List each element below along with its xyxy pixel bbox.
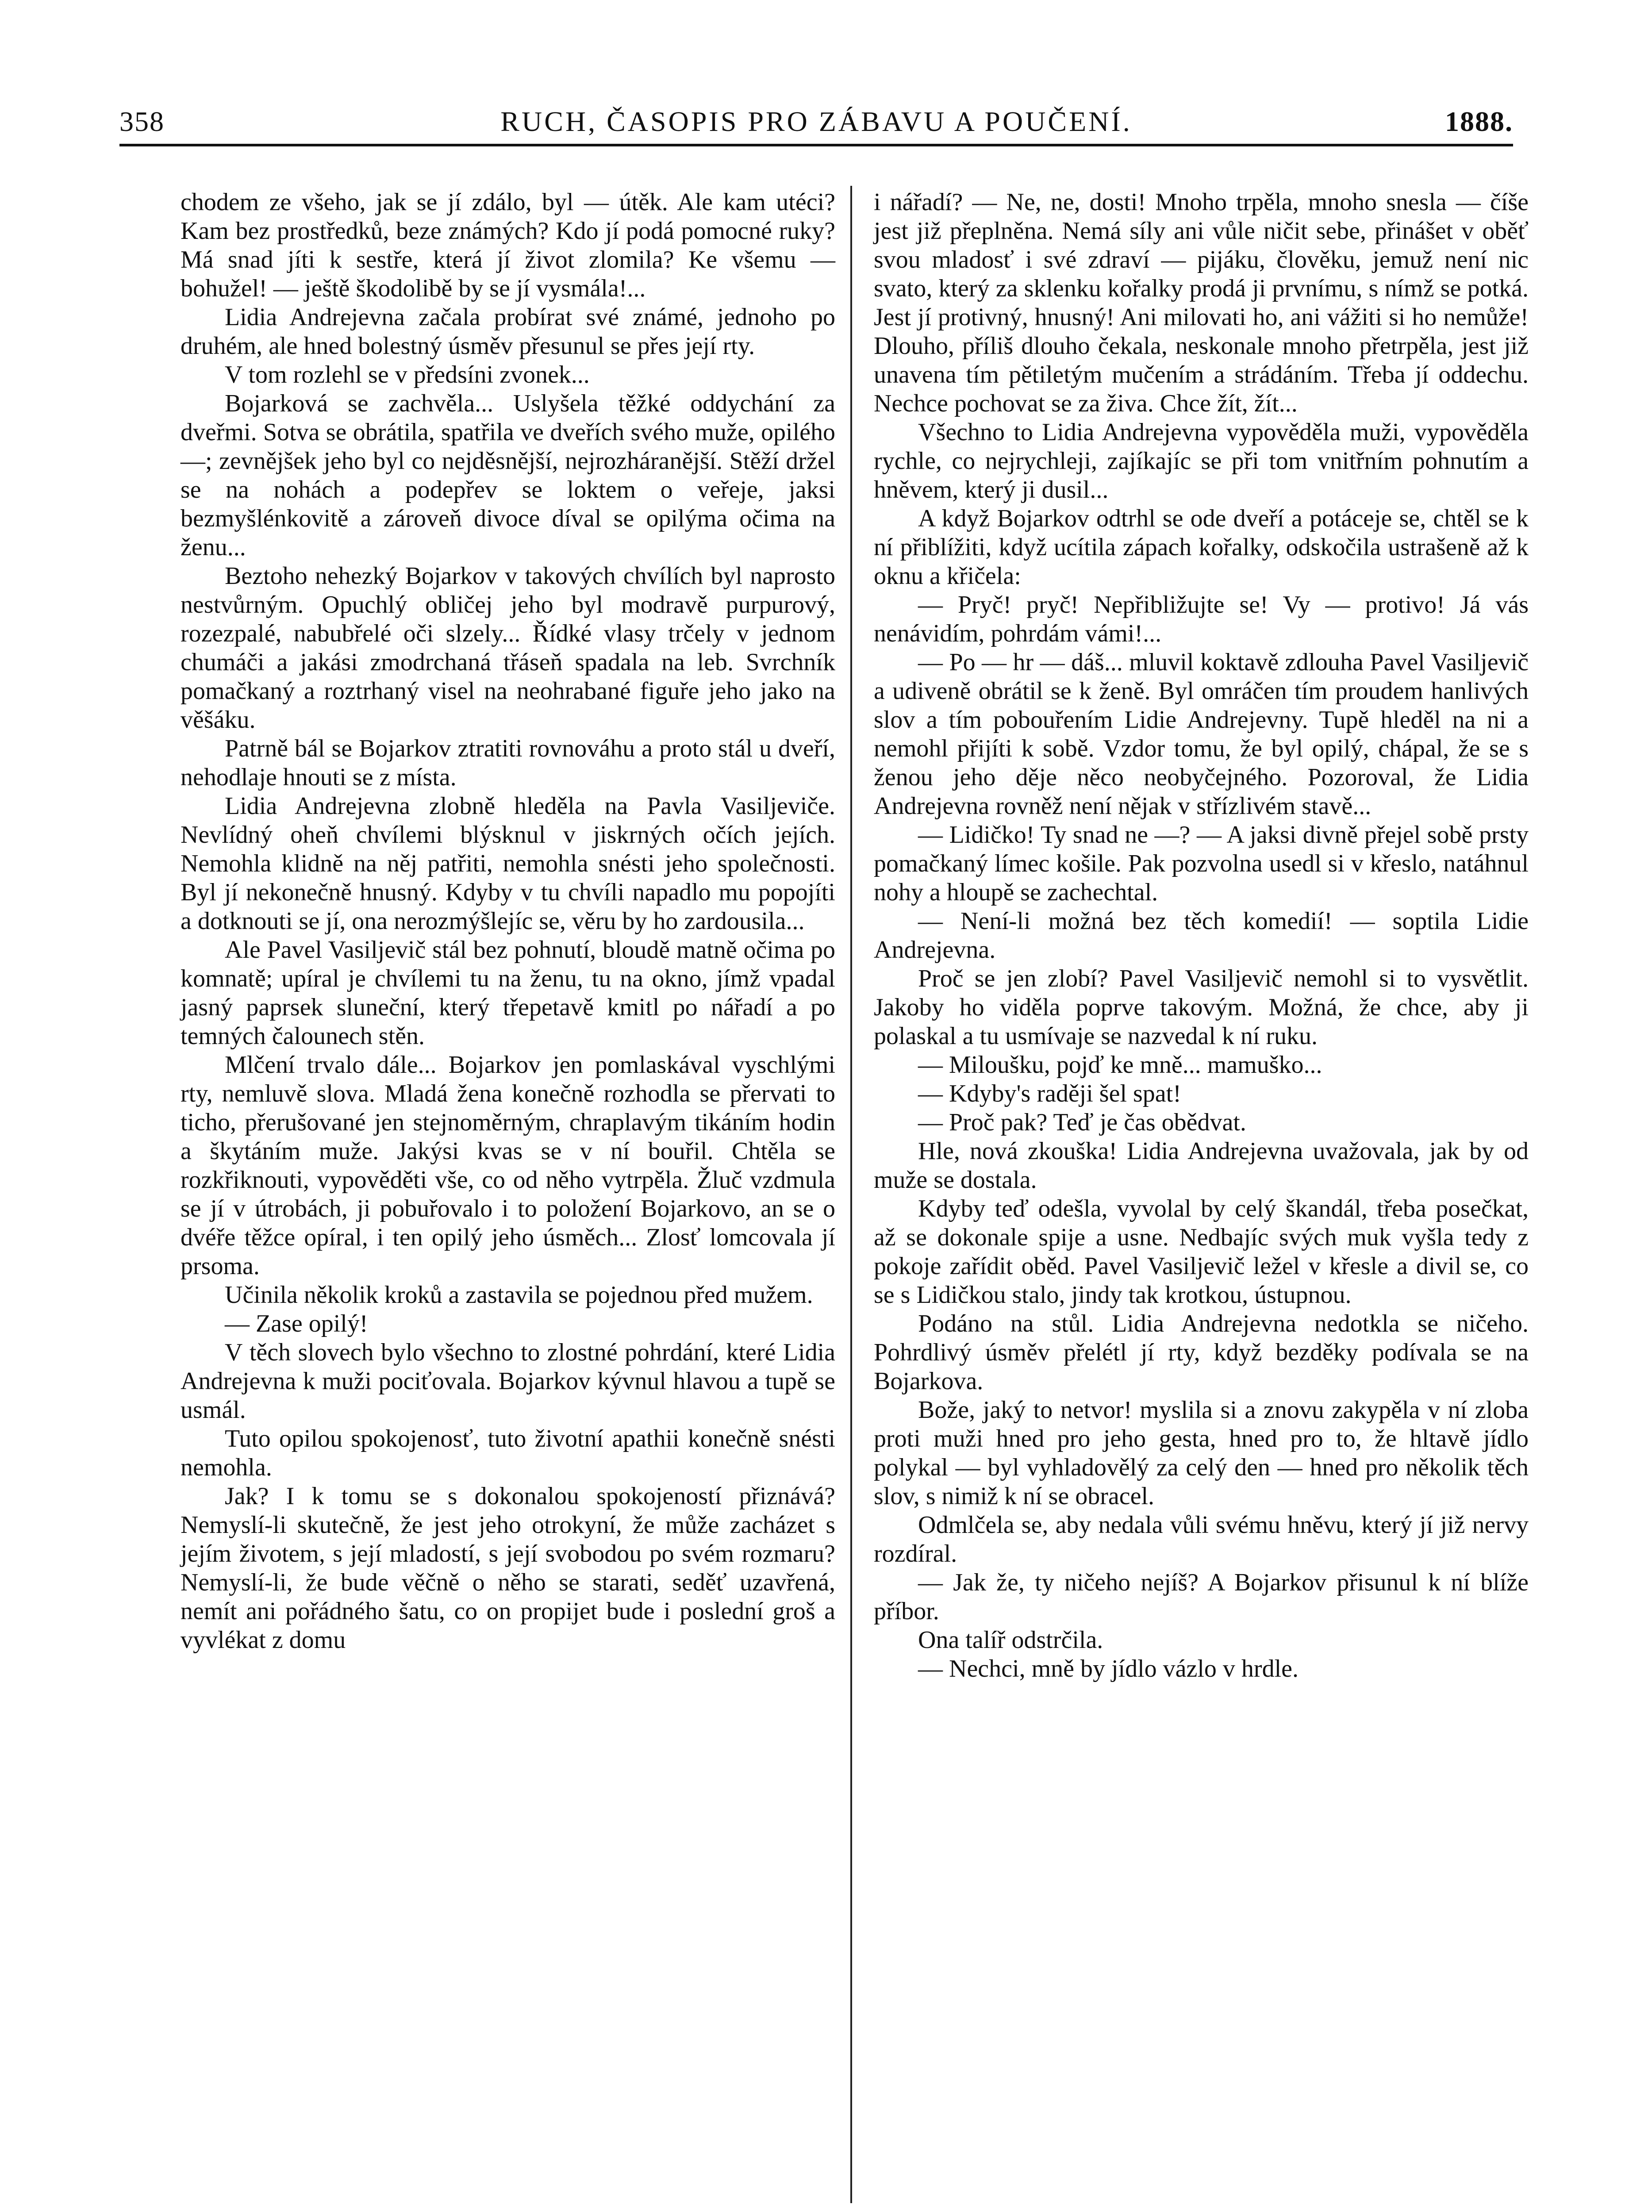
paragraph: chodem ze všeho, jak se jí zdálo, byl — útěk. Ale kam utéci? Kam bez prostředků, beze známých? Kdo jí podá pomocné ruky? Má snad jíti k sestře, která jí život zlomila? Ke všemu — bohužel! — ještě škodolibě by se jí vysmála!... [181, 188, 835, 302]
paragraph: i nářadí? — Ne, ne, dosti! Mnoho trpěla, mnoho snesla — číše jest již přeplněna. Nemá síly ani vůle ničit sebe, přinášet v oběť svou mladosť i své zdraví — pijáku, člověku, jemuž není nic svato, který za sklenku kořalky prodá ji prvnímu, s nímž se potká. Jest jí protivný, hnusný! Ani milovati ho, ani vážiti si ho nemůže! Dlouho, příliš dlouho čekala, neskonale mnoho přetrpěla, jest již unavena tím pětiletým mučením a strádáním. Třeba jí oddechu. Nechce pochovat se za živa. Chce žít, žít... [874, 188, 1529, 417]
paragraph: Ale Pavel Vasiljevič stál bez pohnutí, bloudě matně očima po komnatě; upíral je chvílemi tu na ženu, tu na okno, jímž vpadal jasný paprsek sluneční, který třepetavě kmitl po nářadí a po temných čalounech stěn. [181, 936, 835, 1050]
paragraph: — Zase opilý! [225, 1310, 368, 1337]
paragraph: A když Bojarkov odtrhl se ode dveří a potáceje se, chtěl se k ní přiblížiti, když ucítila zápach kořalky, odskočila ustrašeně až k oknu a křičela: [874, 505, 1529, 590]
paragraph: Jak? I k tomu se s dokonalou spokojeností přiznává? Nemyslí-li skutečně, že jest jeho otrokyní, že může zacházet s jejím životem, s její mladostí, s její svobodou po svém rozmaru? Nemyslí-li, že bude věčně o něho se starati, seděť uzavřená, nemít ani pořádného šatu, co on propijet bude i poslední groš a vyvlékat z domu [181, 1482, 835, 1654]
paragraph: Všechno to Lidia Andrejevna vypověděla muži, vypověděla rychle, co nejrychleji, zajíkajíc se při tom vnitřním pohnutím a hněvem, který ji dusil... [874, 419, 1529, 503]
paragraph: V tom rozlehl se v předsíni zvonek... [225, 361, 590, 388]
paragraph: — Miloušku, pojď ke mně... mamuško... [918, 1051, 1322, 1079]
page-number: 358 [119, 106, 165, 137]
paragraph: Patrně bál se Bojarkov ztratiti rovnováhu a proto stál u dveří, nehodlaje hnouti se z místa. [181, 735, 835, 791]
left-column [181, 188, 835, 1655]
paragraph: Bože, jaký to netvor! myslila si a znovu zakypěla v ní zloba proti muži hned pro jeho gesta, hned pro to, že hltavě jídlo polykal — byl vyhladovělý za celý den — hned pro několik těch slov, s nimiž k ní se obracel. [874, 1396, 1529, 1510]
paragraph: Kdyby teď odešla, vyvolal by celý škandál, třeba posečkat, až se dokonale spije a usne. Nedbajíc svých muk vyšla tedy z pokoje zařídit oběd. Pavel Vasiljevič ležel v křesle a divil se, co se s Lidičkou stalo, jindy tak krotkou, ústupnou. [874, 1195, 1529, 1309]
paragraph: — Po — hr — dáš... mluvil koktavě zdlouha Pavel Vasiljevič a udiveně obrátil se k ženě. Byl omráčen tím proudem hanlivých slov a tím pobouřením Lidie Andrejevny. Tupě hleděl na ni a nemohl přijíti k sobě. Vzdor tomu, že byl opilý, chápal, že se s ženou jeho děje něco neobyčejného. Pozoroval, že Lidia Andrejevna rovněž není nějak v střízlivém stavě... [874, 649, 1529, 820]
paragraph: Učinila několik kroků a zastavila se pojednou před mužem. [225, 1281, 813, 1309]
running-title: RUCH, ČASOPIS PRO ZÁBAVU A POUČENÍ. [500, 106, 1132, 137]
paragraph: V těch slovech bylo všechno to zlostné pohrdání, které Lidia Andrejevna k muži pociťovala. Bojarkov kývnul hlavou a tupě se usmál. [181, 1339, 835, 1424]
paragraph: Beztoho nehezký Bojarkov v takových chvílích byl naprosto nestvůrným. Opuchlý obličej jeho byl modravě purpurový, rozezpalé, nabubřelé oči slzely... Řídké vlasy trčely v jednom chumáči a jakási zmodrchaná třáseň spadala na leb. Svrchník pomačkaný a roztrhaný visel na neohrabané figuře jeho jako na věšáku. [181, 562, 835, 733]
paragraph: — Proč pak? Teď je čas obědvat. [918, 1109, 1246, 1136]
column-divider [850, 186, 852, 2203]
header-rule [119, 144, 1513, 146]
paragraph: Hle, nová zkouška! Lidia Andrejevna uvažovala, jak by od muže se dostala. [874, 1137, 1529, 1194]
right-column [874, 188, 1529, 1683]
page-header [119, 105, 1513, 141]
paragraph: — Nechci, mně by jídlo vázlo v hrdle. [918, 1655, 1299, 1682]
paragraph: Mlčení trvalo dále... Bojarkov jen pomlaskával vyschlými rty, nemluvě slova. Mladá žena konečně rozhodla se přervati to ticho, přerušované jen stejnoměrným, chraplavým tikáním hodin a škytáním muže. Jakýsi kvas se v ní bouřil. Chtěla se rozkřiknouti, vypověděti vše, co od něho vytrpěla. Žluč vzdmula se jí v útrobách, ji pobuřovalo i to položení Bojarkovo, an se o dvéře těžce opíral, i ten opilý jeho úsměch... Zlosť lomcovala jí prsoma. [181, 1051, 835, 1280]
paragraph: — Není-li možná bez těch komedií! — soptila Lidie Andrejevna. [874, 907, 1529, 964]
paragraph: Bojarková se zachvěla... Uslyšela těžké oddychání za dveřmi. Sotva se obrátila, spatřila ve dveřích svého muže, opilého —; zevnějšek jeho byl co nejděsnější, nejrozháranější. Stěží držel se na nohách a podepřev se loktem o veřeje, jaksi bezmyšlénkovitě a zároveň divoce díval se opilýma očima na ženu... [181, 390, 835, 561]
paragraph: — Lidičko! Ty snad ne —? — A jaksi divně přejel sobě prsty pomačkaný límec košile. Pak pozvolna usedl si v křeslo, natáhnul nohy a hloupě se zachechtal. [874, 821, 1529, 906]
paragraph: Proč se jen zlobí? Pavel Vasiljevič nemohl si to vysvětlit. Jakoby ho viděla poprve takovým. Možná, že chce, aby ji polaskal a tu usmívaje se nazvedal k ní ruku. [874, 965, 1529, 1050]
year: 1888. [1445, 106, 1513, 137]
paragraph: — Pryč! pryč! Nepřibližujte se! Vy — protivo! Já vás nenávidím, pohrdám vámi!... [874, 591, 1529, 647]
paragraph: Podáno na stůl. Lidia Andrejevna nedotkla se ničeho. Pohrdlivý úsměv přelétl jí rty, když bezděky podívala se na Bojarkova. [874, 1310, 1529, 1395]
paragraph: — Kdyby's raději šel spat! [918, 1080, 1181, 1107]
paragraph: Lidia Andrejevna začala probírat své známé, jednoho po druhém, ale hned bolestný úsměv přesunul se přes její rty. [181, 303, 835, 360]
paragraph: Tuto opilou spokojenosť, tuto životní apathii konečně snésti nemohla. [181, 1425, 835, 1481]
paragraph: Odmlčela se, aby nedala vůli svému hněvu, který jí již nervy rozdíral. [874, 1511, 1529, 1567]
paragraph: Lidia Andrejevna zlobně hleděla na Pavla Vasiljeviče. Nevlídný oheň chvílemi blýsknul v jiskrných očích jejích. Nemohla klidně na něj patřiti, nemohla snésti jeho společnosti. Byl jí nekonečně hnusný. Kdyby v tu chvíli napadlo mu popojíti a dotknouti se jí, ona nerozmýšlejíc se, věru by ho zardousila... [181, 792, 835, 935]
paragraph: Ona talíř odstrčila. [918, 1626, 1103, 1654]
paragraph: — Jak že, ty ničeho nejíš? A Bojarkov přisunul k ní blíže příbor. [874, 1569, 1529, 1625]
